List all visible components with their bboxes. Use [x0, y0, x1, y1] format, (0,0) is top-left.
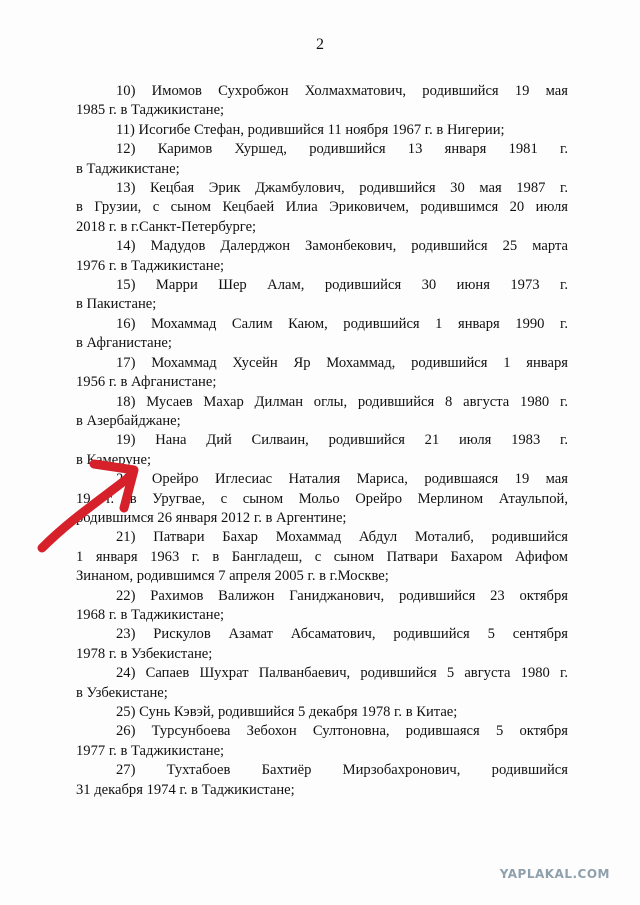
list-item-line: 15) Марри Шер Алам, родившийся 30 июня 1973 г.: [116, 277, 568, 294]
list-item-line: 17) Мохаммад Хусейн Яр Мохаммад, родившийся 1 января: [116, 354, 568, 371]
page-number: 2: [316, 36, 324, 53]
list-item-line: 1956 г. в Афганистане;: [76, 374, 217, 391]
list-item-line: 23) Рискулов Азамат Абсаматович, родившийся 5 сентября: [116, 626, 568, 643]
list-item: [76, 315, 568, 354]
list-item-line: 16) Мохаммад Салим Каюм, родившийся 1 января 1990 г.: [116, 315, 568, 332]
list-item: [76, 587, 568, 626]
list-item-line: 1976 г. в Таджикистане;: [76, 257, 225, 274]
list-item-line: 21) Патвари Бахар Мохаммад Абдул Моталиб, родившийся: [116, 529, 568, 546]
list-item: [76, 761, 568, 800]
list-item-line: в Грузии, с сыном Кецбаей Илиа Эриковичем, родившимся 20 июля: [76, 199, 568, 216]
list-item: [76, 664, 568, 703]
list-item-line: родившимся 26 января 2012 г. в Аргентине;: [76, 509, 347, 526]
list-item-line: 20) Орейро Иглесиас Наталия Мариса, родившаяся 19 мая: [116, 471, 568, 488]
list-item: [76, 82, 568, 121]
list-item-line: 13) Кецбая Эрик Джамбулович, родившийся 30 мая 1987 г.: [116, 180, 568, 197]
list-item: [76, 121, 568, 140]
list-item-line: 14) Мадудов Далерджон Замонбекович, родившийся 25 марта: [116, 238, 568, 255]
list-item-line: в Камеруне;: [76, 451, 152, 468]
list-item-line: Зинаном, родившимся 7 апреля 2005 г. в г.Москве;: [76, 568, 389, 585]
list-item-line: 26) Турсунбоева Зебохон Султоновна, родившаяся 5 октября: [116, 723, 568, 740]
list-item-line: 18) Мусаев Махар Дилман оглы, родившийся 8 августа 1980 г.: [116, 393, 568, 410]
list-item-line: 19 г. в Уругвае, с сыном Мольо Орейро Мерлином Атаульпой,: [76, 490, 568, 507]
list-item-line: 1978 г. в Узбекистане;: [76, 645, 213, 662]
list-item: [76, 237, 568, 276]
list-item-line: 25) Сунь Кэвэй, родившийся 5 декабря 1978 г. в Китае;: [116, 704, 458, 720]
list-item: [76, 140, 568, 179]
list-item: [76, 431, 568, 470]
list-item: [76, 354, 568, 393]
list-item-line: в Таджикистане;: [76, 160, 180, 177]
document-body: [76, 82, 568, 800]
list-item-line: 11) Исогибе Стефан, родившийся 11 ноября 1967 г. в Нигерии;: [116, 121, 505, 138]
list-item-line: 1977 г. в Таджикистане;: [76, 742, 225, 759]
list-item: [76, 528, 568, 586]
list-item-line: 27) Тухтабоев Бахтиёр Мирзобахронович, родившийся: [116, 762, 568, 779]
list-item-line: 31 декабря 1974 г. в Таджикистане;: [76, 781, 295, 798]
list-item-line: 24) Сапаев Шухрат Палванбаевич, родившийся 5 августа 1980 г.: [116, 665, 568, 682]
list-item-line: 2018 г. в г.Санкт-Петербурге;: [76, 218, 257, 235]
list-item-line: 22) Рахимов Валижон Ганиджанович, родившийся 23 октября: [116, 587, 568, 604]
list-item-line: в Узбекистане;: [76, 684, 168, 701]
list-item-line: в Азербайджане;: [76, 412, 181, 429]
watermark: YAPLAKAL.COM: [499, 867, 610, 881]
list-item-line: 1 января 1963 г. в Бангладеш, с сыном Патвари Бахаром Афифом: [76, 548, 568, 565]
list-item: [76, 722, 568, 761]
list-item: [76, 179, 568, 237]
list-item: [76, 703, 568, 722]
list-item: [76, 470, 568, 528]
list-item: [76, 625, 568, 664]
list-item-line: 1985 г. в Таджикистане;: [76, 102, 225, 119]
list-item-line: 12) Каримов Хуршед, родившийся 13 января 1981 г.: [116, 141, 568, 158]
list-item-line: в Пакистане;: [76, 296, 157, 313]
list-item-line: 19) Нана Дий Силваин, родившийся 21 июля 1983 г.: [116, 432, 568, 449]
list-item-line: в Афганистане;: [76, 335, 172, 352]
list-item-line: 10) Имомов Сухробжон Холмахматович, родившийся 19 мая: [116, 83, 568, 99]
list-item: [76, 276, 568, 315]
list-item: [76, 393, 568, 432]
list-item-line: 1968 г. в Таджикистане;: [76, 606, 225, 623]
